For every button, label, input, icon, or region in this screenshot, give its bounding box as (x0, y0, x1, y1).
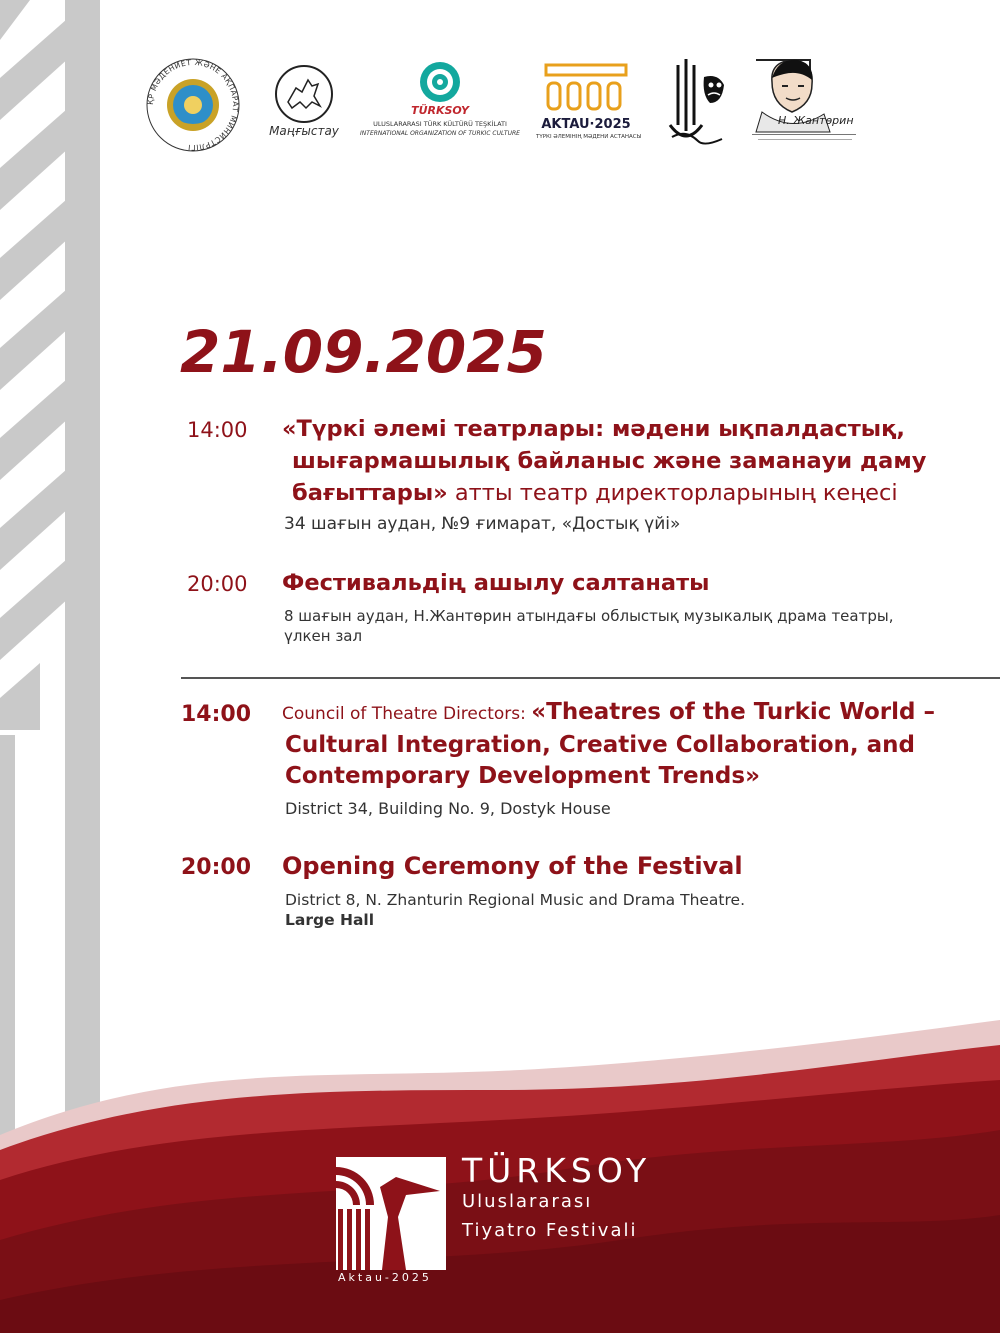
kz-event2-title: Фестивальдің ашылу салтанаты (282, 570, 710, 596)
en-event1-time: 14:00 (181, 702, 252, 727)
en-event1-title-prefix: Council of Theatre Directors: (282, 704, 532, 724)
festival-line2: Tiyatro Festivali (462, 1220, 638, 1241)
kz-event1-title-line3 (282, 477, 982, 509)
kz-event1-title (282, 413, 982, 509)
en-event1-title-line3: Contemporary Development Trends» (285, 763, 760, 789)
mangystau-caption: Маңғыстау (269, 124, 339, 138)
festival-name: TÜRKSOY (462, 1151, 652, 1190)
mangystau-logo (268, 62, 340, 142)
ministry-emblem-logo (143, 55, 243, 155)
en-event1-title-line2: Cultural Integration, Creative Collaboration, and (285, 732, 915, 758)
ministry-ring-text: ҚР МӘДЕНИЕТ ЖӘНЕ АҚПАРАТ МИНИСТРЛІГІ (145, 57, 241, 153)
lyre-masks-logo (664, 55, 730, 150)
aktau-2025-logo (536, 57, 642, 147)
en-event1-title-line1 (282, 697, 992, 730)
kz-event2-location-line2: үлкен зал (284, 627, 363, 645)
kz-event1-time: 14:00 (187, 418, 248, 442)
turksoy-line1: ULUSLARARASI TÜRK KÜLTÜRÜ TEŞKİLATI (373, 120, 507, 128)
en-event1-location: District 34, Building No. 9, Dostyk House (285, 799, 611, 818)
kz-event1-title-last-normal: атты театр директорларының кеңесі (447, 480, 898, 506)
turksoy-line2: INTERNATIONAL ORGANIZATION OF TURKIC CULTURE (360, 130, 520, 137)
kz-event2-location-line1: 8 шағын аудан, Н.Жантөрин атындағы облыстық музыкалық драма театры, (284, 607, 894, 625)
kz-event1-title-line2: шығармашылық байланыс және заманауи даму (292, 448, 927, 474)
en-event1-title (282, 697, 992, 792)
kz-event1-title-line1: «Түркі әлемі театрлары: мәдени ықпалдастық, (282, 416, 905, 442)
aktau-2025-subtitle: ТҮРКІ ӘЛЕМІНІҢ МӘДЕНИ АСТАНАСЫ (536, 134, 642, 140)
en-event2-location-line1: District 8, N. Zhanturin Regional Music and Drama Theatre. (285, 891, 745, 909)
kz-event1-title-last-bold: бағыттары» (292, 480, 448, 506)
kz-event2-time: 20:00 (187, 572, 248, 596)
en-event1-title-line1-text: «Theatres of the Turkic World – (531, 699, 935, 725)
event-date-heading: 21.09.2025 (180, 318, 547, 386)
aktau-2025-title: AKTAU·2025 (541, 117, 631, 132)
zhanturin-theatre-logo (748, 52, 862, 152)
turksoy-brand: TÜRKSOY (411, 104, 469, 117)
zhanturin-signature: Н. Жантөрин (778, 114, 854, 127)
en-event2-title: Opening Ceremony of the Festival (282, 852, 743, 880)
festival-line1: Uluslararası (462, 1191, 593, 1212)
festival-year: Aktau-2025 (338, 1271, 432, 1284)
en-event2-location-line2: Large Hall (285, 911, 375, 929)
turksoy-logo (352, 60, 528, 144)
festival-emblem-icon (336, 1157, 446, 1270)
kz-event1-location: 34 шағын аудан, №9 ғимарат, «Достық үйі» (284, 514, 681, 534)
zhanturin-underline-decor-2 (758, 139, 852, 140)
en-event2-time: 20:00 (181, 855, 252, 880)
zhanturin-underline-decor (752, 134, 856, 135)
section-divider (181, 677, 1000, 679)
